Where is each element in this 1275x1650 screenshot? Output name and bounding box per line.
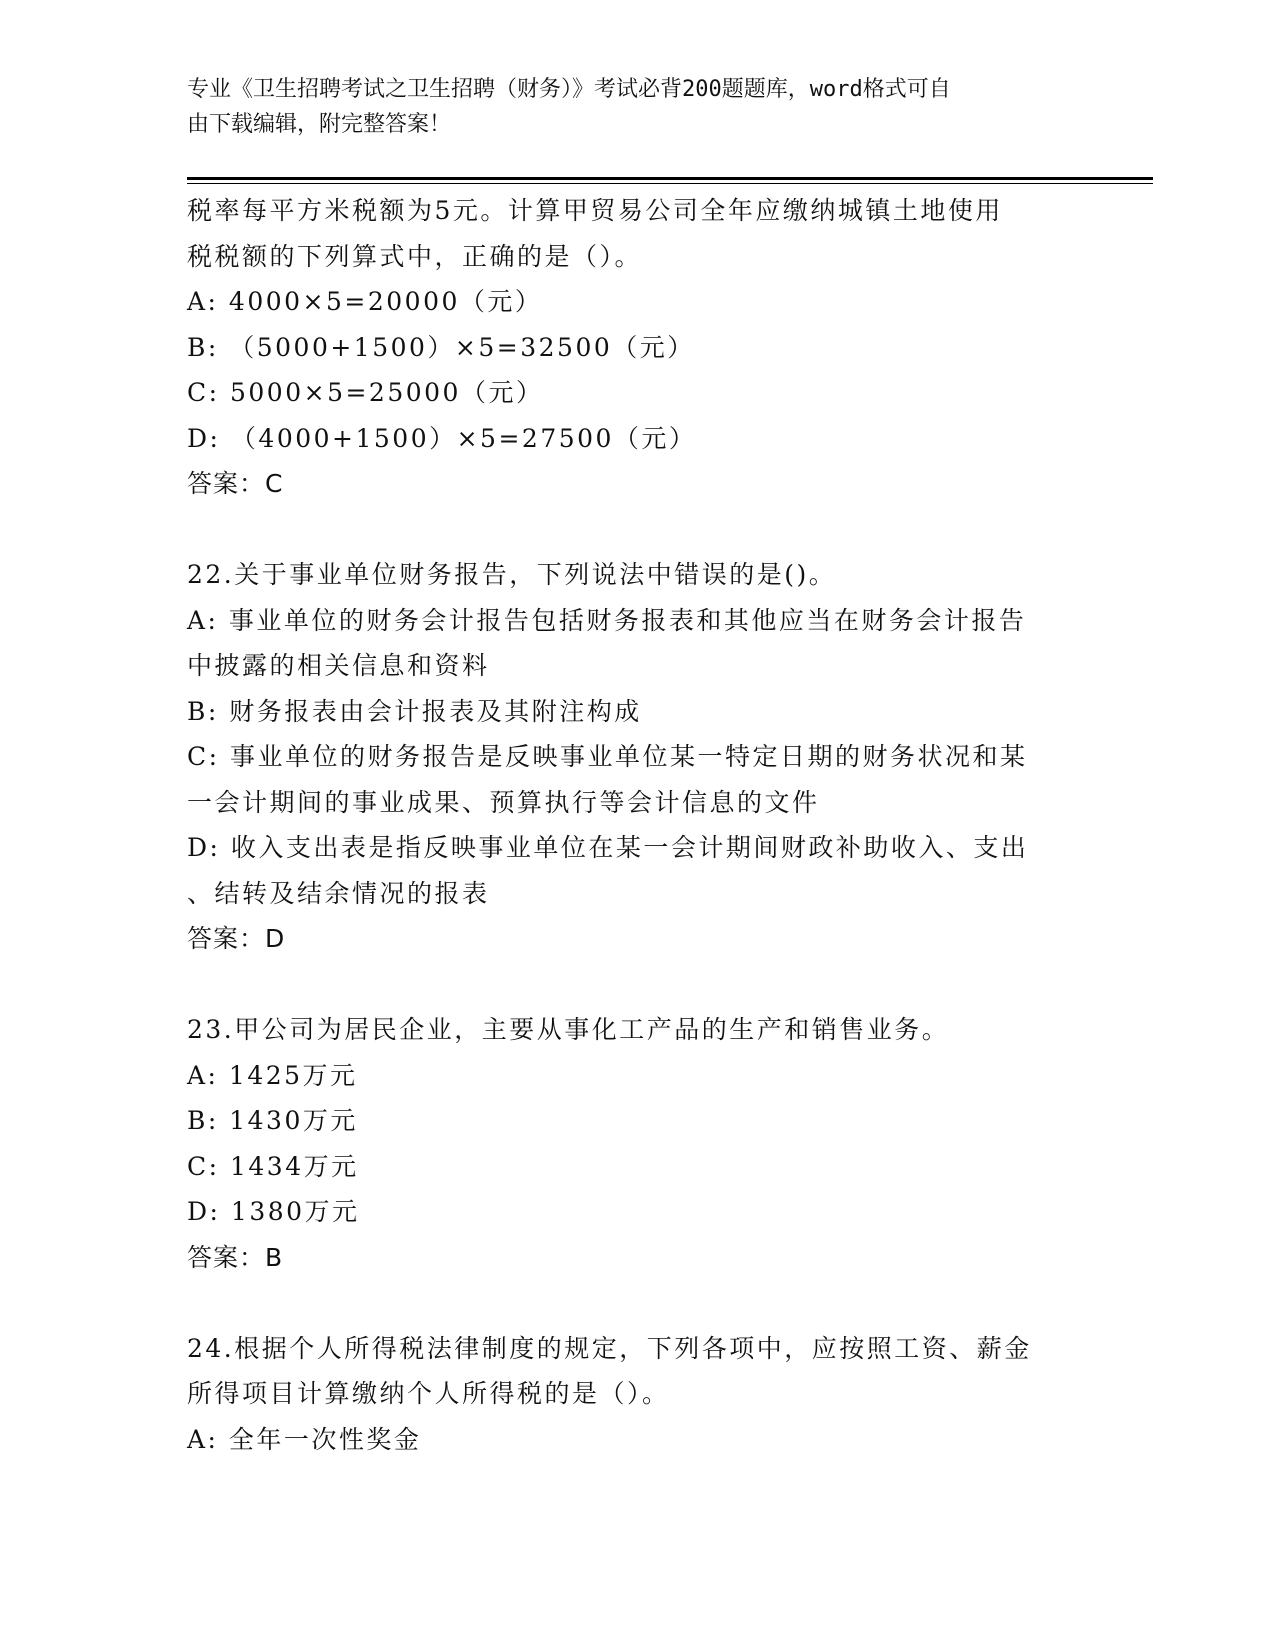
header-line-1: 专业《卫生招聘考试之卫生招聘（财务）》考试必背200题题库，word格式可自 [187,77,951,102]
question-23-option-c: C: 1434万元 [187,1151,359,1181]
question-22-stem: 22.关于事业单位财务报告，下列说法中错误的是()。 [187,560,837,589]
question-21-option-b: B: （5000+1500）×5=32500（元） [187,332,695,362]
question-22-answer: 答案：D [187,924,286,953]
question-24-stem-line-1: 24.根据个人所得税法律制度的规定，下列各项中，应按照工资、薪金 [187,1333,1032,1363]
question-24-option-a: A: 全年一次性奖金 [187,1424,422,1454]
spacer [187,507,1087,553]
question-23-stem: 23.甲公司为居民企业，主要从事化工产品的生产和销售业务。 [187,1015,950,1044]
spacer [187,962,1087,1008]
document-header [187,72,1067,142]
spacer [187,1280,1087,1326]
question-23-option-d: D: 1380万元 [187,1197,360,1226]
question-22-option-b: B: 财务报表由会计报表及其附注构成 [187,696,642,726]
question-22-option-c-line-2: 一会计期间的事业成果、预算执行等会计信息的文件 [187,787,820,817]
header-rule-thin [187,183,1153,184]
question-21-option-c: C: 5000×5=25000（元） [187,378,544,407]
question-21-answer: 答案：C [187,469,284,498]
header-line-2: 由下载编辑，附完整答案！ [187,112,452,137]
question-21-option-a: A: 4000×5=20000（元） [187,287,543,316]
question-23-answer: 答案：B [187,1242,284,1272]
question-21-option-d: D: （4000+1500）×5=27500（元） [187,423,697,453]
question-22-option-c-line-1: C: 事业单位的财务报告是反映事业单位某一特定日期的财务状况和某 [187,742,1028,771]
question-21-stem-line-2: 税税额的下列算式中，正确的是（）。 [187,241,643,271]
question-22-option-d-line-1: D: 收入支出表是指反映事业单位在某一会计期间财政补助收入、支出 [187,833,1029,862]
question-content [187,188,1087,1462]
header-rule-thick [187,177,1153,180]
question-22-option-d-line-2: 、结转及结余情况的报表 [187,878,490,908]
question-21-stem-line-1: 税率每平方米税额为5元。计算甲贸易公司全年应缴纳城镇土地使用 [187,196,1003,225]
question-22-option-a-line-2: 中披露的相关信息和资料 [187,651,490,680]
question-23-option-a: A: 1425万元 [187,1060,358,1090]
question-22-option-a-line-1: A: 事业单位的财务会计报告包括财务报表和其他应当在财务会计报告 [187,605,1027,635]
question-24-stem-line-2: 所得项目计算缴纳个人所得税的是（）。 [187,1379,670,1408]
question-23-option-b: B: 1430万元 [187,1106,358,1135]
